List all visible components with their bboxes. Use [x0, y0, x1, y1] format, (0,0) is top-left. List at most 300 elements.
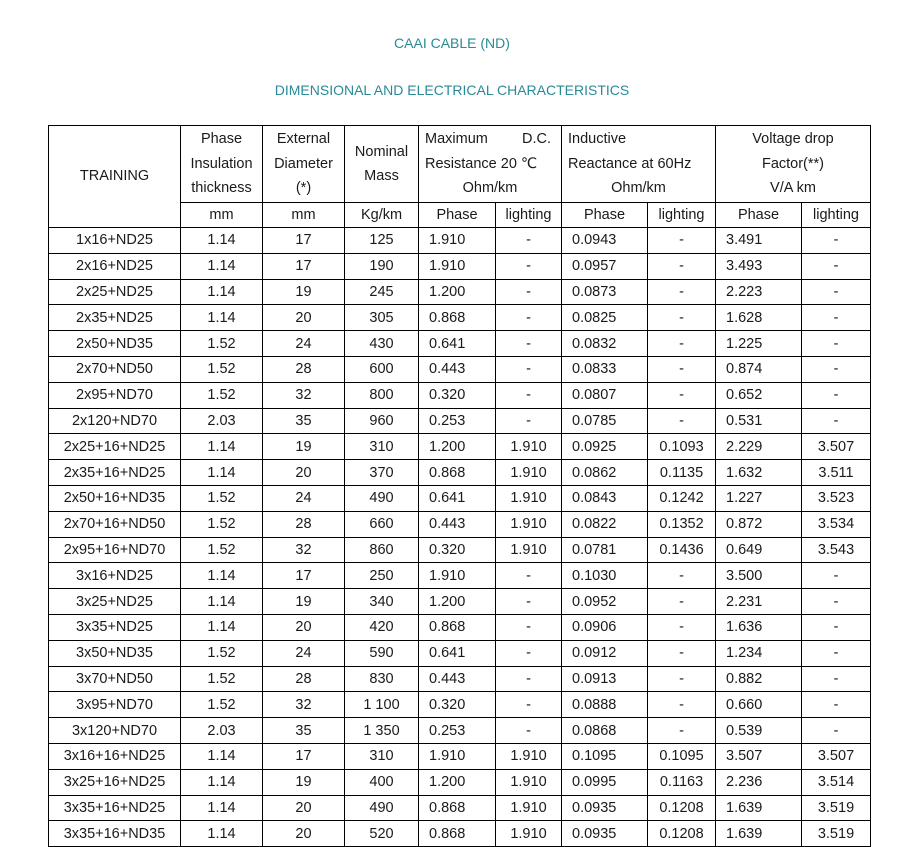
table-cell: 0.652: [716, 382, 802, 408]
table-cell: -: [496, 253, 562, 279]
training-cell: 3x16+16+ND25: [49, 743, 181, 769]
table-cell: -: [648, 408, 716, 434]
header-line-part: D.C.: [522, 131, 551, 148]
header-line: [419, 127, 561, 152]
table-cell: 0.641: [419, 331, 496, 357]
table-cell: 0.320: [419, 692, 496, 718]
table-cell: -: [802, 589, 871, 615]
table-cell: -: [648, 331, 716, 357]
table-cell: 20: [263, 460, 345, 486]
table-cell: 1.910: [419, 228, 496, 254]
table-cell: 24: [263, 485, 345, 511]
table-cell: 660: [345, 511, 419, 537]
table-cell: 0.0943: [562, 228, 648, 254]
table-cell: 0.253: [419, 718, 496, 744]
table-cell: -: [802, 331, 871, 357]
table-cell: 0.0825: [562, 305, 648, 331]
table-cell: -: [648, 279, 716, 305]
table-cell: -: [496, 331, 562, 357]
table-row: [49, 666, 871, 692]
table-cell: 0.868: [419, 460, 496, 486]
table-cell: 1.14: [181, 253, 263, 279]
table-cell: -: [648, 382, 716, 408]
table-cell: 3.543: [802, 537, 871, 563]
table-cell: 0.1352: [648, 511, 716, 537]
table-row: [49, 511, 871, 537]
training-cell: 3x95+ND70: [49, 692, 181, 718]
training-cell: 2x50+16+ND35: [49, 485, 181, 511]
table-cell: -: [802, 305, 871, 331]
table-cell: 800: [345, 382, 419, 408]
table-cell: 3.500: [716, 563, 802, 589]
header-line-part: Maximum: [425, 131, 488, 148]
table-cell: 0.1163: [648, 769, 716, 795]
training-cell: 2x120+ND70: [49, 408, 181, 434]
col-header-reactance: [562, 126, 716, 203]
header-line: V/A km: [770, 180, 816, 197]
table-cell: 0.882: [716, 666, 802, 692]
table-cell: 0.0868: [562, 718, 648, 744]
table-cell: 1.52: [181, 485, 263, 511]
header-line: Factor(**): [761, 155, 825, 172]
table-cell: 24: [263, 331, 345, 357]
table-cell: 0.0873: [562, 279, 648, 305]
table-cell: -: [802, 279, 871, 305]
table-cell: 0.1436: [648, 537, 716, 563]
table-row: [49, 356, 871, 382]
table-cell: 310: [345, 743, 419, 769]
table-row: [49, 253, 871, 279]
table-cell: 20: [263, 795, 345, 821]
table-cell: -: [648, 640, 716, 666]
table-cell: 0.0843: [562, 485, 648, 511]
header-line: Resistance 20 ℃: [425, 155, 538, 172]
table-cell: 17: [263, 563, 345, 589]
table-row: [49, 408, 871, 434]
table-cell: -: [648, 614, 716, 640]
table-cell: 250: [345, 563, 419, 589]
table-cell: 19: [263, 769, 345, 795]
table-cell: 0.0935: [562, 821, 648, 847]
table-cell: 1.14: [181, 563, 263, 589]
table-cell: 24: [263, 640, 345, 666]
table-cell: 3.491: [716, 228, 802, 254]
training-cell: 2x50+ND35: [49, 331, 181, 357]
table-cell: 28: [263, 511, 345, 537]
unit-cell: Phase: [419, 203, 496, 228]
unit-cell: mm: [263, 203, 345, 228]
table-cell: 0.0785: [562, 408, 648, 434]
table-cell: 1.52: [181, 537, 263, 563]
table-cell: 0.0807: [562, 382, 648, 408]
table-cell: -: [496, 279, 562, 305]
table-cell: 1.14: [181, 228, 263, 254]
table-cell: 340: [345, 589, 419, 615]
table-row: [49, 537, 871, 563]
table-row: [49, 279, 871, 305]
table-cell: 1.234: [716, 640, 802, 666]
table-cell: 1.639: [716, 795, 802, 821]
table-cell: 3.534: [802, 511, 871, 537]
table-cell: 830: [345, 666, 419, 692]
training-cell: 2x95+16+ND70: [49, 537, 181, 563]
table-cell: -: [802, 666, 871, 692]
table-cell: 370: [345, 460, 419, 486]
table-row: [49, 821, 871, 847]
table-row: [49, 640, 871, 666]
col-header-mass: [345, 126, 419, 203]
table-cell: 1.225: [716, 331, 802, 357]
table-cell: 430: [345, 331, 419, 357]
table-cell: -: [802, 408, 871, 434]
table-cell: 1.910: [496, 460, 562, 486]
unit-cell: lighting: [496, 203, 562, 228]
table-cell: 1.14: [181, 614, 263, 640]
table-cell: 1.52: [181, 640, 263, 666]
table-body: [49, 228, 871, 847]
header-line: Ohm/km: [462, 180, 518, 197]
table-cell: 1.14: [181, 434, 263, 460]
training-cell: 2x70+ND50: [49, 356, 181, 382]
table-cell: -: [496, 356, 562, 382]
header-line: Ohm/km: [611, 180, 666, 197]
table-cell: 1.632: [716, 460, 802, 486]
training-cell: 3x50+ND35: [49, 640, 181, 666]
table-cell: -: [648, 692, 716, 718]
table-cell: 0.868: [419, 305, 496, 331]
table-cell: 3.511: [802, 460, 871, 486]
table-cell: 28: [263, 356, 345, 382]
header-line: (*): [295, 180, 312, 197]
table-cell: 2.231: [716, 589, 802, 615]
table-cell: 400: [345, 769, 419, 795]
table-cell: -: [802, 640, 871, 666]
table-cell: 35: [263, 408, 345, 434]
table-cell: 0.0995: [562, 769, 648, 795]
training-cell: 2x25+ND25: [49, 279, 181, 305]
table-cell: 0.1135: [648, 460, 716, 486]
table-cell: 1.227: [716, 485, 802, 511]
table-row: [49, 589, 871, 615]
table-cell: 125: [345, 228, 419, 254]
table-cell: 0.1030: [562, 563, 648, 589]
table-cell: 0.649: [716, 537, 802, 563]
table-cell: 0.868: [419, 795, 496, 821]
table-cell: -: [496, 640, 562, 666]
characteristics-table: [48, 125, 871, 847]
table-cell: -: [648, 563, 716, 589]
table-cell: -: [496, 718, 562, 744]
table-cell: 490: [345, 795, 419, 821]
table-cell: 2.223: [716, 279, 802, 305]
training-cell: 3x120+ND70: [49, 718, 181, 744]
table-cell: -: [802, 356, 871, 382]
table-cell: 0.641: [419, 485, 496, 511]
training-cell: 2x35+ND25: [49, 305, 181, 331]
table-cell: 32: [263, 692, 345, 718]
training-cell: 3x70+ND50: [49, 666, 181, 692]
header-line: Nominal: [354, 143, 409, 160]
table-cell: 1.636: [716, 614, 802, 640]
table-cell: 0.0935: [562, 795, 648, 821]
table-cell: 0.320: [419, 537, 496, 563]
table-cell: 20: [263, 614, 345, 640]
table-row: [49, 795, 871, 821]
unit-cell: lighting: [802, 203, 871, 228]
table-cell: 1.52: [181, 382, 263, 408]
table-cell: 1.910: [496, 743, 562, 769]
table-cell: 245: [345, 279, 419, 305]
table-cell: 3.493: [716, 253, 802, 279]
header-line: Inductive: [568, 131, 627, 148]
table-cell: 0.1095: [648, 743, 716, 769]
table-cell: 0.0781: [562, 537, 648, 563]
training-cell: 3x35+16+ND25: [49, 795, 181, 821]
table-cell: -: [648, 228, 716, 254]
table-cell: 1 350: [345, 718, 419, 744]
table-cell: 0.539: [716, 718, 802, 744]
table-cell: 2.229: [716, 434, 802, 460]
table-row: [49, 614, 871, 640]
table-cell: 0.320: [419, 382, 496, 408]
table-cell: -: [802, 228, 871, 254]
training-cell: 3x16+ND25: [49, 563, 181, 589]
table-cell: 0.0952: [562, 589, 648, 615]
table-cell: 1.14: [181, 795, 263, 821]
header-line: Diameter: [274, 155, 333, 172]
table-row: [49, 718, 871, 744]
table-cell: 1.14: [181, 589, 263, 615]
table-cell: 1.910: [419, 743, 496, 769]
table-cell: 490: [345, 485, 419, 511]
table-cell: 1.52: [181, 356, 263, 382]
table-cell: 1.639: [716, 821, 802, 847]
table-cell: 35: [263, 718, 345, 744]
table-cell: 3.507: [716, 743, 802, 769]
table-cell: 1.910: [496, 769, 562, 795]
table-row: [49, 434, 871, 460]
table-cell: -: [496, 614, 562, 640]
training-cell: 2x95+ND70: [49, 382, 181, 408]
table-cell: -: [496, 305, 562, 331]
table-cell: 1.14: [181, 279, 263, 305]
col-header-training: TRAINING: [49, 126, 181, 228]
training-cell: 3x25+16+ND25: [49, 769, 181, 795]
table-cell: 0.0822: [562, 511, 648, 537]
table-cell: -: [496, 563, 562, 589]
table-cell: 0.0912: [562, 640, 648, 666]
table-cell: 190: [345, 253, 419, 279]
table-cell: 0.531: [716, 408, 802, 434]
table-cell: 0.1095: [562, 743, 648, 769]
header-line: Phase: [200, 131, 243, 148]
table-cell: 19: [263, 589, 345, 615]
training-cell: 3x35+ND25: [49, 614, 181, 640]
table-cell: -: [496, 382, 562, 408]
table-cell: 420: [345, 614, 419, 640]
table-cell: 0.0832: [562, 331, 648, 357]
training-cell: 2x16+ND25: [49, 253, 181, 279]
unit-cell: Phase: [716, 203, 802, 228]
table-cell: -: [648, 305, 716, 331]
table-cell: 1.910: [496, 537, 562, 563]
header-line: Insulation: [190, 155, 253, 172]
header-line: Voltage drop: [752, 131, 834, 148]
table-row: [49, 563, 871, 589]
unit-cell: lighting: [648, 203, 716, 228]
table-cell: 3.507: [802, 434, 871, 460]
table-cell: -: [802, 718, 871, 744]
header-line: External: [276, 131, 331, 148]
table-cell: 0.443: [419, 666, 496, 692]
table-cell: -: [802, 382, 871, 408]
training-cell: 3x25+ND25: [49, 589, 181, 615]
table-cell: 1.910: [496, 795, 562, 821]
table-row: [49, 331, 871, 357]
table-cell: 32: [263, 537, 345, 563]
table-row: [49, 692, 871, 718]
training-cell: 2x25+16+ND25: [49, 434, 181, 460]
table-cell: -: [496, 692, 562, 718]
table-cell: 17: [263, 253, 345, 279]
table-cell: 0.0862: [562, 460, 648, 486]
table-cell: 1.14: [181, 460, 263, 486]
table-cell: 0.443: [419, 511, 496, 537]
table-cell: 0.868: [419, 821, 496, 847]
table-cell: 0.443: [419, 356, 496, 382]
col-header-voltage-drop: [716, 126, 871, 203]
document-subtitle: DIMENSIONAL AND ELECTRICAL CHARACTERISTICS: [274, 82, 630, 98]
training-cell: 2x35+16+ND25: [49, 460, 181, 486]
table-cell: 0.0906: [562, 614, 648, 640]
table-cell: -: [496, 589, 562, 615]
table-cell: 1 100: [345, 692, 419, 718]
training-cell: 2x70+16+ND50: [49, 511, 181, 537]
table-cell: 0.1208: [648, 795, 716, 821]
table-cell: 32: [263, 382, 345, 408]
table-cell: 19: [263, 434, 345, 460]
table-cell: 0.0957: [562, 253, 648, 279]
table-cell: 19: [263, 279, 345, 305]
table-cell: 1.910: [419, 253, 496, 279]
table-cell: 3.519: [802, 821, 871, 847]
table-cell: 1.14: [181, 821, 263, 847]
table-cell: -: [648, 253, 716, 279]
table-cell: 20: [263, 305, 345, 331]
table-cell: 0.0833: [562, 356, 648, 382]
unit-cell: mm: [181, 203, 263, 228]
table-cell: 1.910: [496, 434, 562, 460]
header-line: Mass: [364, 168, 399, 184]
table-cell: 1.14: [181, 305, 263, 331]
table-cell: 1.14: [181, 743, 263, 769]
table-cell: 2.03: [181, 408, 263, 434]
table-cell: 1.628: [716, 305, 802, 331]
table-row: [49, 382, 871, 408]
table-cell: 3.519: [802, 795, 871, 821]
table-cell: 1.200: [419, 279, 496, 305]
table-cell: -: [648, 718, 716, 744]
table-cell: 1.910: [419, 563, 496, 589]
table-cell: 0.1093: [648, 434, 716, 460]
training-cell: 3x35+16+ND35: [49, 821, 181, 847]
table-cell: -: [802, 614, 871, 640]
table-cell: -: [648, 589, 716, 615]
table-cell: 1.52: [181, 511, 263, 537]
header-line: thickness: [191, 180, 252, 197]
table-cell: 860: [345, 537, 419, 563]
table-cell: 1.910: [496, 485, 562, 511]
table-row: [49, 769, 871, 795]
table-cell: 17: [263, 228, 345, 254]
table-cell: 960: [345, 408, 419, 434]
table-row: [49, 485, 871, 511]
table-cell: -: [802, 563, 871, 589]
header-line: Reactance at 60Hz: [568, 155, 692, 172]
table-cell: 1.910: [496, 511, 562, 537]
col-header-resistance: [419, 126, 562, 203]
table-cell: 0.0913: [562, 666, 648, 692]
table-cell: 3.523: [802, 485, 871, 511]
table-row: [49, 460, 871, 486]
table-cell: 1.14: [181, 769, 263, 795]
table-cell: 310: [345, 434, 419, 460]
table-cell: 3.507: [802, 743, 871, 769]
table-cell: 0.1242: [648, 485, 716, 511]
table-cell: 590: [345, 640, 419, 666]
table-cell: 1.200: [419, 769, 496, 795]
table-cell: 0.0925: [562, 434, 648, 460]
table-cell: 0.868: [419, 614, 496, 640]
table-cell: 2.03: [181, 718, 263, 744]
table-cell: -: [496, 666, 562, 692]
training-cell: 1x16+ND25: [49, 228, 181, 254]
table-cell: 20: [263, 821, 345, 847]
table-cell: -: [496, 408, 562, 434]
table-cell: 1.910: [496, 821, 562, 847]
table-cell: 2.236: [716, 769, 802, 795]
unit-cell: Phase: [562, 203, 648, 228]
table-cell: 600: [345, 356, 419, 382]
document-title: CAAI CABLE (ND): [394, 35, 510, 51]
table-cell: 0.253: [419, 408, 496, 434]
table-row: [49, 305, 871, 331]
table-cell: 0.872: [716, 511, 802, 537]
table-cell: -: [802, 692, 871, 718]
table-cell: -: [648, 356, 716, 382]
table-cell: 0.0888: [562, 692, 648, 718]
table-cell: 0.874: [716, 356, 802, 382]
table-cell: 1.200: [419, 589, 496, 615]
unit-cell: Kg/km: [345, 203, 419, 228]
table-row: [49, 743, 871, 769]
table-cell: 520: [345, 821, 419, 847]
table-cell: 3.514: [802, 769, 871, 795]
table-cell: -: [802, 253, 871, 279]
table-cell: -: [648, 666, 716, 692]
table-cell: 1.52: [181, 331, 263, 357]
table-row: [49, 228, 871, 254]
table-cell: 1.52: [181, 666, 263, 692]
table-cell: -: [496, 228, 562, 254]
table-cell: 1.52: [181, 692, 263, 718]
table-cell: 0.1208: [648, 821, 716, 847]
col-header-diameter: [263, 126, 345, 203]
table-cell: 1.200: [419, 434, 496, 460]
table-cell: 28: [263, 666, 345, 692]
table-cell: 17: [263, 743, 345, 769]
col-header-insulation: [181, 126, 263, 203]
